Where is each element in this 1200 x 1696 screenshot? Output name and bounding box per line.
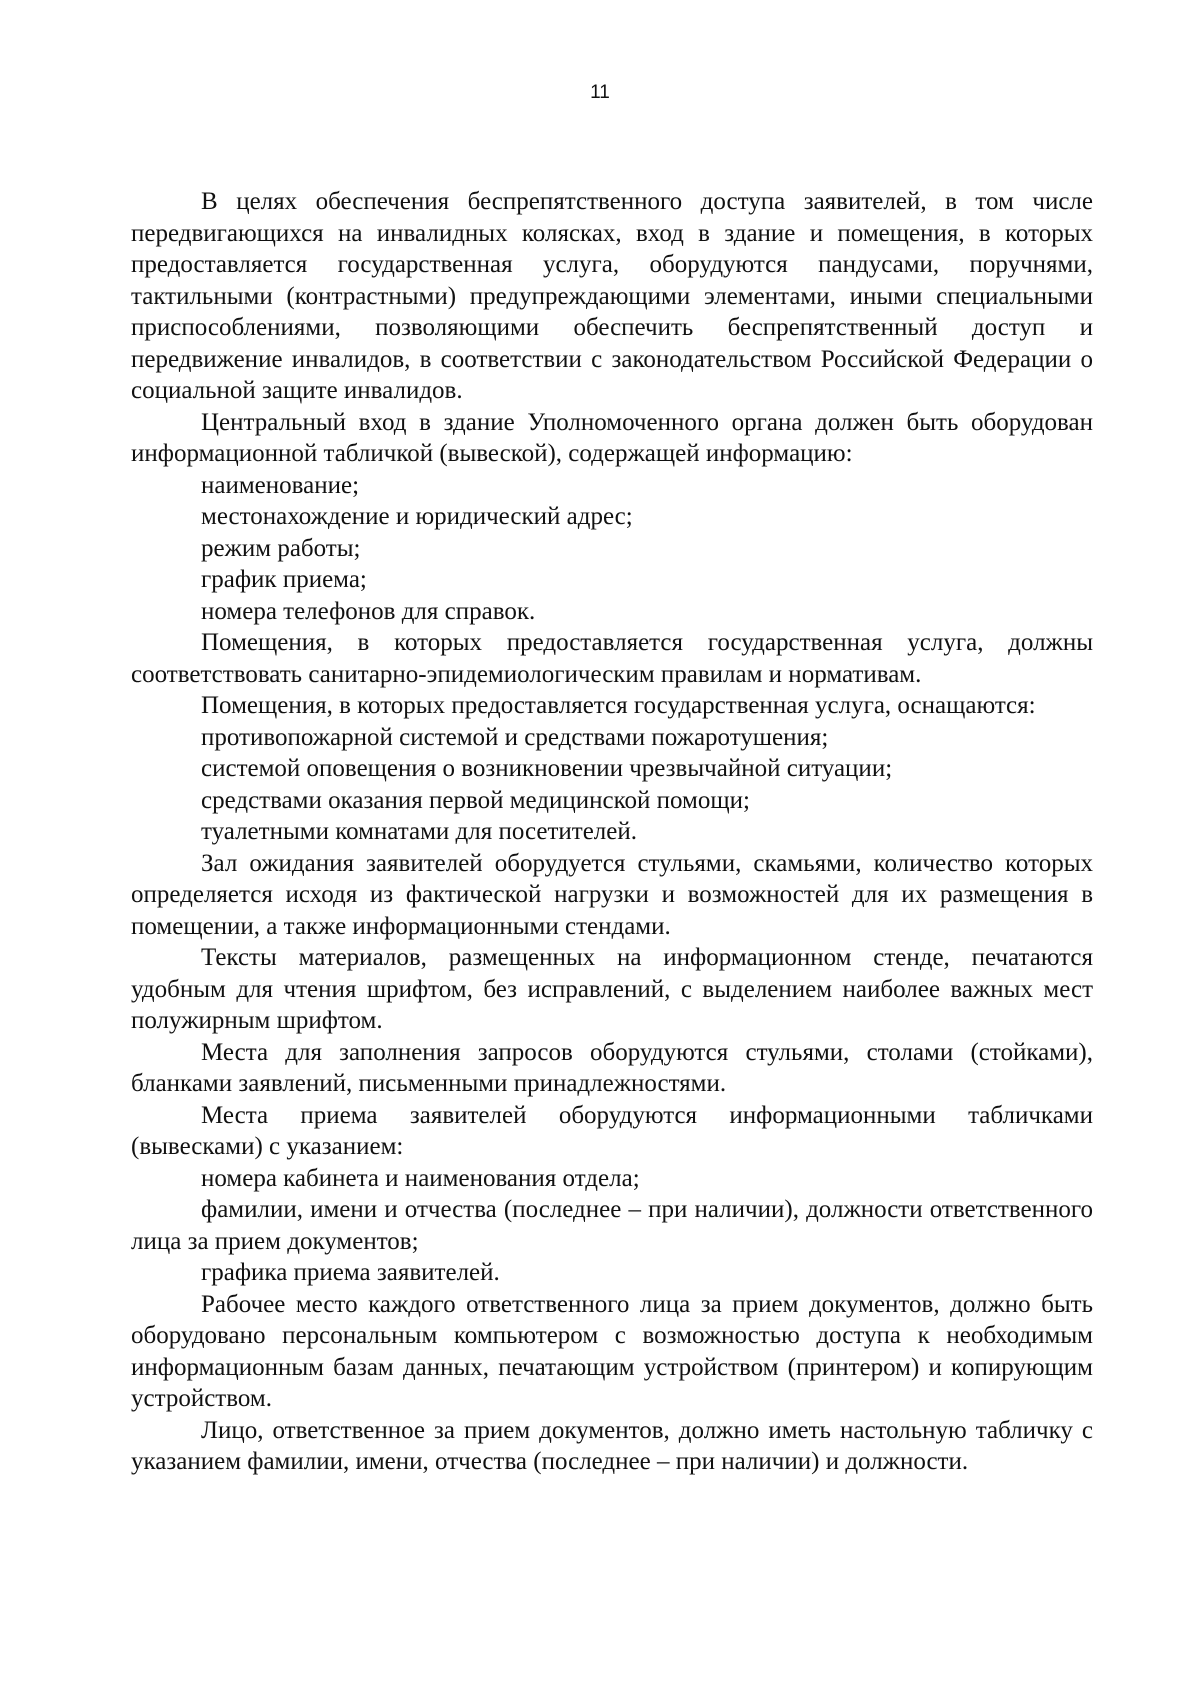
paragraph: Помещения, в которых предоставляется государственная услуга, оснащаются: (201, 692, 1036, 719)
list-item: противопожарной системой и средствами пожаротушения; (201, 723, 829, 751)
list-item: режим работы; (201, 534, 361, 562)
page-number: 11 (590, 82, 610, 103)
paragraph: Центральный вход в здание Уполномоченного органа должен быть оборудован информационной табличкой (вывеской), содержащей информацию: (131, 408, 1093, 467)
paragraph: Лицо, ответственное за прием документов, должно иметь настольную табличку с указанием фамилии, имени, отчества (последнее – при наличии) и должности. (131, 1416, 1093, 1475)
paragraph: Места для заполнения запросов оборудуются стульями, столами (стойками), бланками заявлений, письменными принадлежностями. (131, 1038, 1093, 1097)
list-item: средствами оказания первой медицинской помощи; (201, 786, 750, 814)
list-item: наименование; (201, 471, 360, 499)
paragraph: Помещения, в которых предоставляется государственная услуга, должны соответствовать санитарно-эпидемиологическим правилам и нормативам. (131, 629, 1093, 688)
list-item: номера телефонов для справок. (201, 597, 536, 625)
paragraph: Места приема заявителей оборудуются информационными табличками (вывесками) с указанием: (131, 1101, 1093, 1160)
list-item: номера кабинета и наименования отдела; (201, 1164, 640, 1192)
list-item: туалетными комнатами для посетителей. (201, 818, 637, 845)
list-item: график приема; (201, 566, 367, 593)
paragraph: В целях обеспечения беспрепятственного доступа заявителей, в том числе передвигающихся на инвалидных колясках, вход в здание и помещения, в которых предоставляется государственная услуга, оборудуются пандусами, поручнями, тактильными (контрастными) предупреждающими элементами, иными специальными приспособлениями, позволяющими обеспечить беспрепятственный доступ и передвижение инвалидов, в соответствии с законодательством Российской Федерации о социальной защите инвалидов. (131, 188, 1093, 404)
paragraph: фамилии, имени и отчества (последнее – при наличии), должности ответственного лица за прием документов; (131, 1196, 1093, 1255)
paragraph: Тексты материалов, размещенных на информационном стенде, печатаются удобным для чтения шрифтом, без исправлений, с выделением наиболее важных мест полужирным шрифтом. (131, 944, 1093, 1034)
document-body (131, 186, 1093, 1478)
paragraph: Зал ожидания заявителей оборудуется стульями, скамьями, количество которых определяется исходя из фактической нагрузки и возможностей для их размещения в помещении, а также информационными стендами. (131, 849, 1093, 940)
list-item: местонахождение и юридический адрес; (201, 503, 633, 530)
list-item: системой оповещения о возникновении чрезвычайной ситуации; (201, 755, 893, 782)
list-item: графика приема заявителей. (201, 1259, 500, 1286)
paragraph: Рабочее место каждого ответственного лица за прием документов, должно быть оборудовано персональным компьютером с возможностью доступа к необходимым информационным базам данных, печатающим устройством (принтером) и копирующим устройством. (131, 1290, 1093, 1412)
